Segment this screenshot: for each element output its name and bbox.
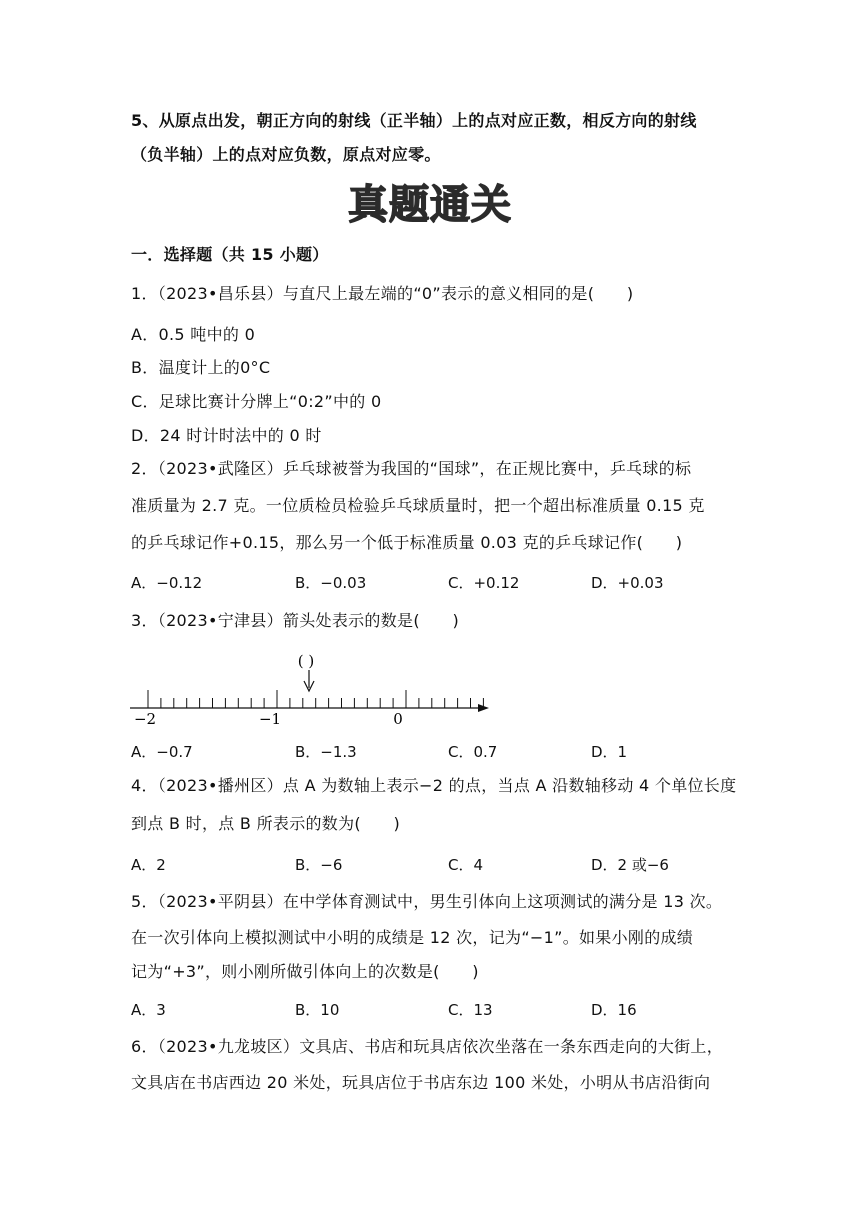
q4-option-a: A．2 [131, 856, 166, 874]
q5-option-b: B．10 [295, 1001, 340, 1019]
section-heading: 一．选择题（共 15 小题） [131, 245, 329, 264]
q6-line-1: 6．（2023•九龙坡区）文具店、书店和玩具店依次坐落在一条东西走向的大街上， [131, 1037, 724, 1056]
q2-option-b: B．−0.03 [295, 574, 367, 592]
q3-option-d: D．1 [591, 743, 628, 761]
intro-line-1: 5、从原点出发，朝正方向的射线（正半轴）上的点对应正数，相反方向的射线 [131, 111, 697, 130]
q4-option-d: D．2 或−6 [591, 856, 669, 874]
q2-option-c: C．+0.12 [448, 574, 520, 592]
number-line-figure [128, 648, 498, 728]
q3-option-b: B．−1.3 [295, 743, 357, 761]
q5-option-a: A．3 [131, 1001, 166, 1019]
q3-option-a: A．−0.7 [131, 743, 193, 761]
q3-option-c: C．0.7 [448, 743, 498, 761]
axis-ticks [148, 690, 483, 708]
intro-line-2: （负半轴）上的点对应负数，原点对应零。 [131, 145, 441, 164]
label-minus-2: −2 [133, 710, 157, 728]
q4-line-1: 4．（2023•播州区）点 A 为数轴上表示−2 的点，当点 A 沿数轴移动 4 个单位长度 [131, 776, 737, 795]
banner-text: 真题通关 [348, 182, 512, 228]
q4-line-2: 到点 B 时，点 B 所表示的数为( ) [131, 814, 401, 833]
q1-option-b: B．温度计上的0°C [131, 358, 271, 377]
number-line-blank: ( ) [297, 652, 315, 670]
q2-line-3: 的乒乓球记作+0.15，那么另一个低于标准质量 0.03 克的乒乓球记作( ) [131, 533, 683, 552]
q3-stem: 3．（2023•宁津县）箭头处表示的数是( ) [131, 611, 460, 630]
q2-option-d: D．+0.03 [591, 574, 664, 592]
q2-line-1: 2．（2023•武隆区）乒乓球被誉为我国的“国球”，在正规比赛中，乒乓球的标 [131, 459, 692, 478]
q4-option-b: B．−6 [295, 856, 343, 874]
q1-option-c: C．足球比赛计分牌上“0:2”中的 0 [131, 392, 382, 411]
q2-line-2: 准质量为 2.7 克。一位质检员检验乒乓球质量时，把一个超出标准质量 0.15 克 [131, 496, 705, 515]
q4-option-c: C．4 [448, 856, 484, 874]
label-minus-1: −1 [258, 710, 282, 728]
q1-option-a: A．0.5 吨中的 0 [131, 325, 256, 344]
label-zero: 0 [393, 710, 403, 728]
q5-line-3: 记为“+3”，则小刚所做引体向上的次数是( ) [131, 962, 479, 981]
q1-option-d: D．24 时计时法中的 0 时 [131, 426, 322, 445]
banner-title [335, 180, 525, 230]
q5-option-c: C．13 [448, 1001, 493, 1019]
q6-line-2: 文具店在书店西边 20 米处，玩具店位于书店东边 100 米处，小明从书店沿街向 [131, 1073, 711, 1092]
q1-stem: 1．（2023•昌乐县）与直尺上最左端的“0”表示的意义相同的是( ) [131, 284, 634, 303]
q5-line-1: 5．（2023•平阴县）在中学体育测试中，男生引体向上这项测试的满分是 13 次。 [131, 892, 723, 911]
q5-line-2: 在一次引体向上模拟测试中小明的成绩是 12 次，记为“−1”。如果小刚的成绩 [131, 928, 694, 947]
q5-option-d: D．16 [591, 1001, 637, 1019]
q2-option-a: A．−0.12 [131, 574, 203, 592]
